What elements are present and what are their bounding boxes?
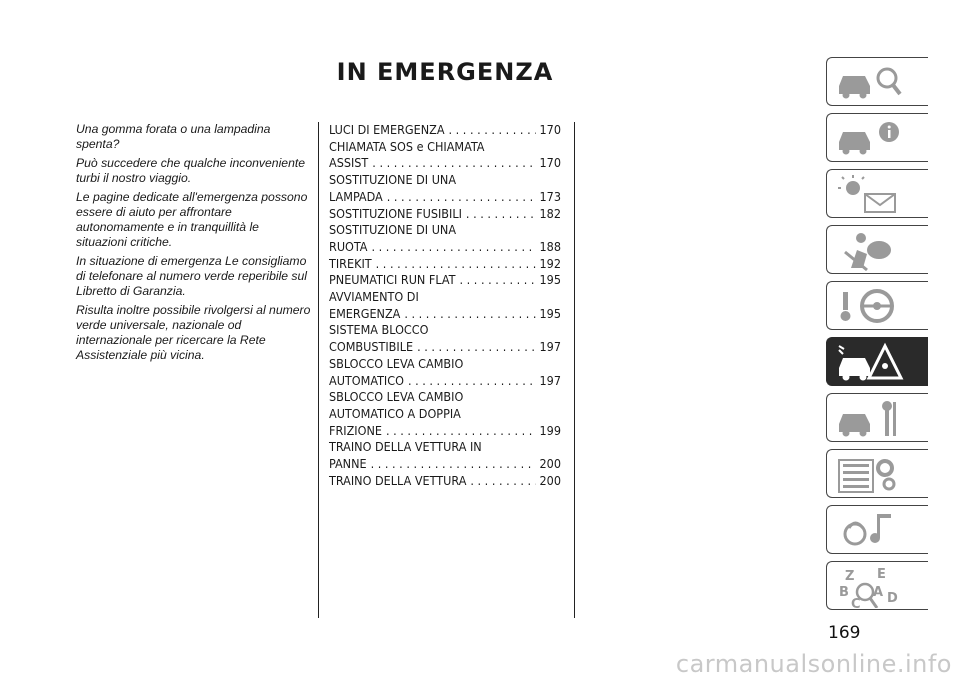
toc-entry[interactable]: [329, 322, 561, 355]
toc-entry-text: TRAINO DELLA VETTURA IN: [329, 439, 482, 455]
toc-leader: [376, 256, 536, 273]
car-wrench-icon: [837, 398, 905, 440]
chapter-tab[interactable]: [826, 393, 928, 442]
chapter-tab[interactable]: [826, 57, 928, 106]
toc-entry-text: PANNE: [329, 456, 367, 472]
chapter-tab[interactable]: [826, 113, 928, 162]
chapter-tab[interactable]: [826, 561, 928, 610]
toc-entry[interactable]: [329, 439, 561, 472]
toc-page-number: 170: [539, 155, 561, 171]
intro-paragraph: In situazione di emergenza Le consigliamo di telefonare al numero verde reperibile sul Libretto di Garanzia.: [76, 254, 308, 298]
toc-entry-text: AUTOMATICO A DOPPIA: [329, 405, 461, 421]
toc-entry[interactable]: [329, 389, 561, 439]
toc-leader: [408, 373, 536, 390]
column-divider-right: [574, 122, 575, 618]
toc-page-number: 195: [539, 305, 561, 321]
svg-text:Z: Z: [845, 569, 855, 584]
toc-entry-text: RUOTA: [329, 238, 368, 254]
toc-entry[interactable]: [329, 172, 561, 205]
toc-page-number: 200: [539, 472, 561, 488]
chapter-tab[interactable]: [826, 281, 928, 330]
toc-entry[interactable]: [329, 272, 561, 289]
intro-paragraph: Una gomma forata o una lampadina spenta?: [76, 122, 271, 151]
toc-page-number: 200: [539, 456, 561, 472]
toc-entry-text: EMERGENZA: [329, 305, 401, 321]
table-of-contents: [329, 122, 561, 489]
toc-page-number: 197: [539, 372, 561, 388]
svg-text:D: D: [887, 591, 898, 606]
toc-entry[interactable]: [329, 473, 561, 490]
svg-text:A: A: [873, 585, 884, 600]
toc-page-number: 173: [539, 188, 561, 204]
svg-text:B: B: [839, 585, 849, 600]
toc-entry-text: SOSTITUZIONE DI UNA: [329, 222, 457, 238]
toc-leader: [371, 456, 536, 473]
chapter-tab[interactable]: [826, 337, 928, 386]
toc-entry-text: LAMPADA: [329, 188, 383, 204]
toc-entry-text: SISTEMA BLOCCO: [329, 322, 429, 338]
intro-paragraph: Le pagine dedicate all'emergenza possono essere di aiuto per affrontare autonomamente e in tranquillità le situazioni critiche.: [76, 190, 308, 249]
chapter-tab[interactable]: [826, 505, 928, 554]
toc-leader: [460, 272, 536, 289]
toc-entry-text: FRIZIONE: [329, 422, 382, 438]
toc-leader: [404, 306, 535, 323]
toc-leader: [386, 423, 536, 440]
warning-lights-message-icon: [837, 174, 905, 216]
toc-entry-text: ASSIST: [329, 155, 369, 171]
toc-page-number: 195: [539, 272, 561, 288]
toc-leader: [449, 122, 536, 139]
column-divider-left: [318, 122, 319, 618]
technical-data-gear-icon: [837, 454, 905, 496]
toc-entry[interactable]: [329, 139, 561, 172]
toc-entry[interactable]: [329, 289, 561, 322]
chapter-tab[interactable]: [826, 225, 928, 274]
car-emergency-triangle-icon: [837, 342, 905, 384]
svg-text:E: E: [877, 567, 886, 582]
toc-entry-text: SBLOCCO LEVA CAMBIO: [329, 355, 464, 371]
toc-entry-text: AUTOMATICO: [329, 372, 404, 388]
toc-entry-text: SBLOCCO LEVA CAMBIO: [329, 389, 464, 405]
toc-entry-text: LUCI DI EMERGENZA: [329, 122, 445, 137]
toc-page-number: 197: [539, 339, 561, 355]
car-search-icon: [837, 62, 905, 104]
toc-entry[interactable]: [329, 206, 561, 223]
toc-entry[interactable]: [329, 356, 561, 389]
toc-entry[interactable]: [329, 122, 561, 139]
steering-wheel-key-icon: [837, 286, 905, 328]
chapter-tab[interactable]: [826, 449, 928, 498]
page-title: IN EMERGENZA: [336, 58, 554, 86]
toc-entry-text: TIREKIT: [329, 255, 372, 271]
toc-entry-text: AVVIAMENTO DI: [329, 289, 419, 305]
svg-text:C: C: [851, 597, 861, 608]
toc-page-number: 188: [539, 238, 561, 254]
toc-leader: [417, 339, 535, 356]
toc-page-number: 192: [539, 255, 561, 271]
multimedia-music-icon: [837, 510, 905, 552]
toc-entry[interactable]: [329, 256, 561, 273]
toc-leader: [371, 239, 535, 256]
toc-leader: [470, 473, 535, 490]
toc-entry-text: SOSTITUZIONE DI UNA: [329, 172, 457, 188]
toc-entry-text: PNEUMATICI RUN FLAT: [329, 272, 456, 288]
watermark: carmanualsonline.info: [675, 650, 952, 678]
intro-paragraph: Risulta inoltre possibile rivolgersi al numero verde universale, nazionale od internazionale per ricercare la Rete Assistenziale più vicina.: [76, 303, 311, 362]
toc-leader: [466, 206, 536, 223]
chapter-tab[interactable]: [826, 169, 928, 218]
toc-entry-text: SOSTITUZIONE FUSIBILI: [329, 205, 462, 221]
toc-page-number: 182: [539, 205, 561, 221]
intro-paragraph: Può succedere che qualche inconveniente turbi il nostro viaggio.: [76, 156, 306, 185]
toc-entry-text: TRAINO DELLA VETTURA: [329, 472, 467, 488]
intro-text: [76, 122, 312, 367]
toc-page-number: 199: [539, 422, 561, 438]
airbag-safety-icon: [837, 230, 905, 272]
toc-leader: [372, 155, 535, 172]
alphabetical-index-icon: [837, 566, 905, 608]
toc-leader: [387, 189, 536, 206]
car-info-icon: [837, 118, 905, 160]
toc-entry-text: CHIAMATA SOS e CHIAMATA: [329, 138, 485, 154]
toc-entry-text: COMBUSTIBILE: [329, 339, 414, 355]
toc-entry[interactable]: [329, 222, 561, 255]
page-number: 169: [828, 623, 861, 643]
toc-page-number: 170: [539, 122, 561, 137]
